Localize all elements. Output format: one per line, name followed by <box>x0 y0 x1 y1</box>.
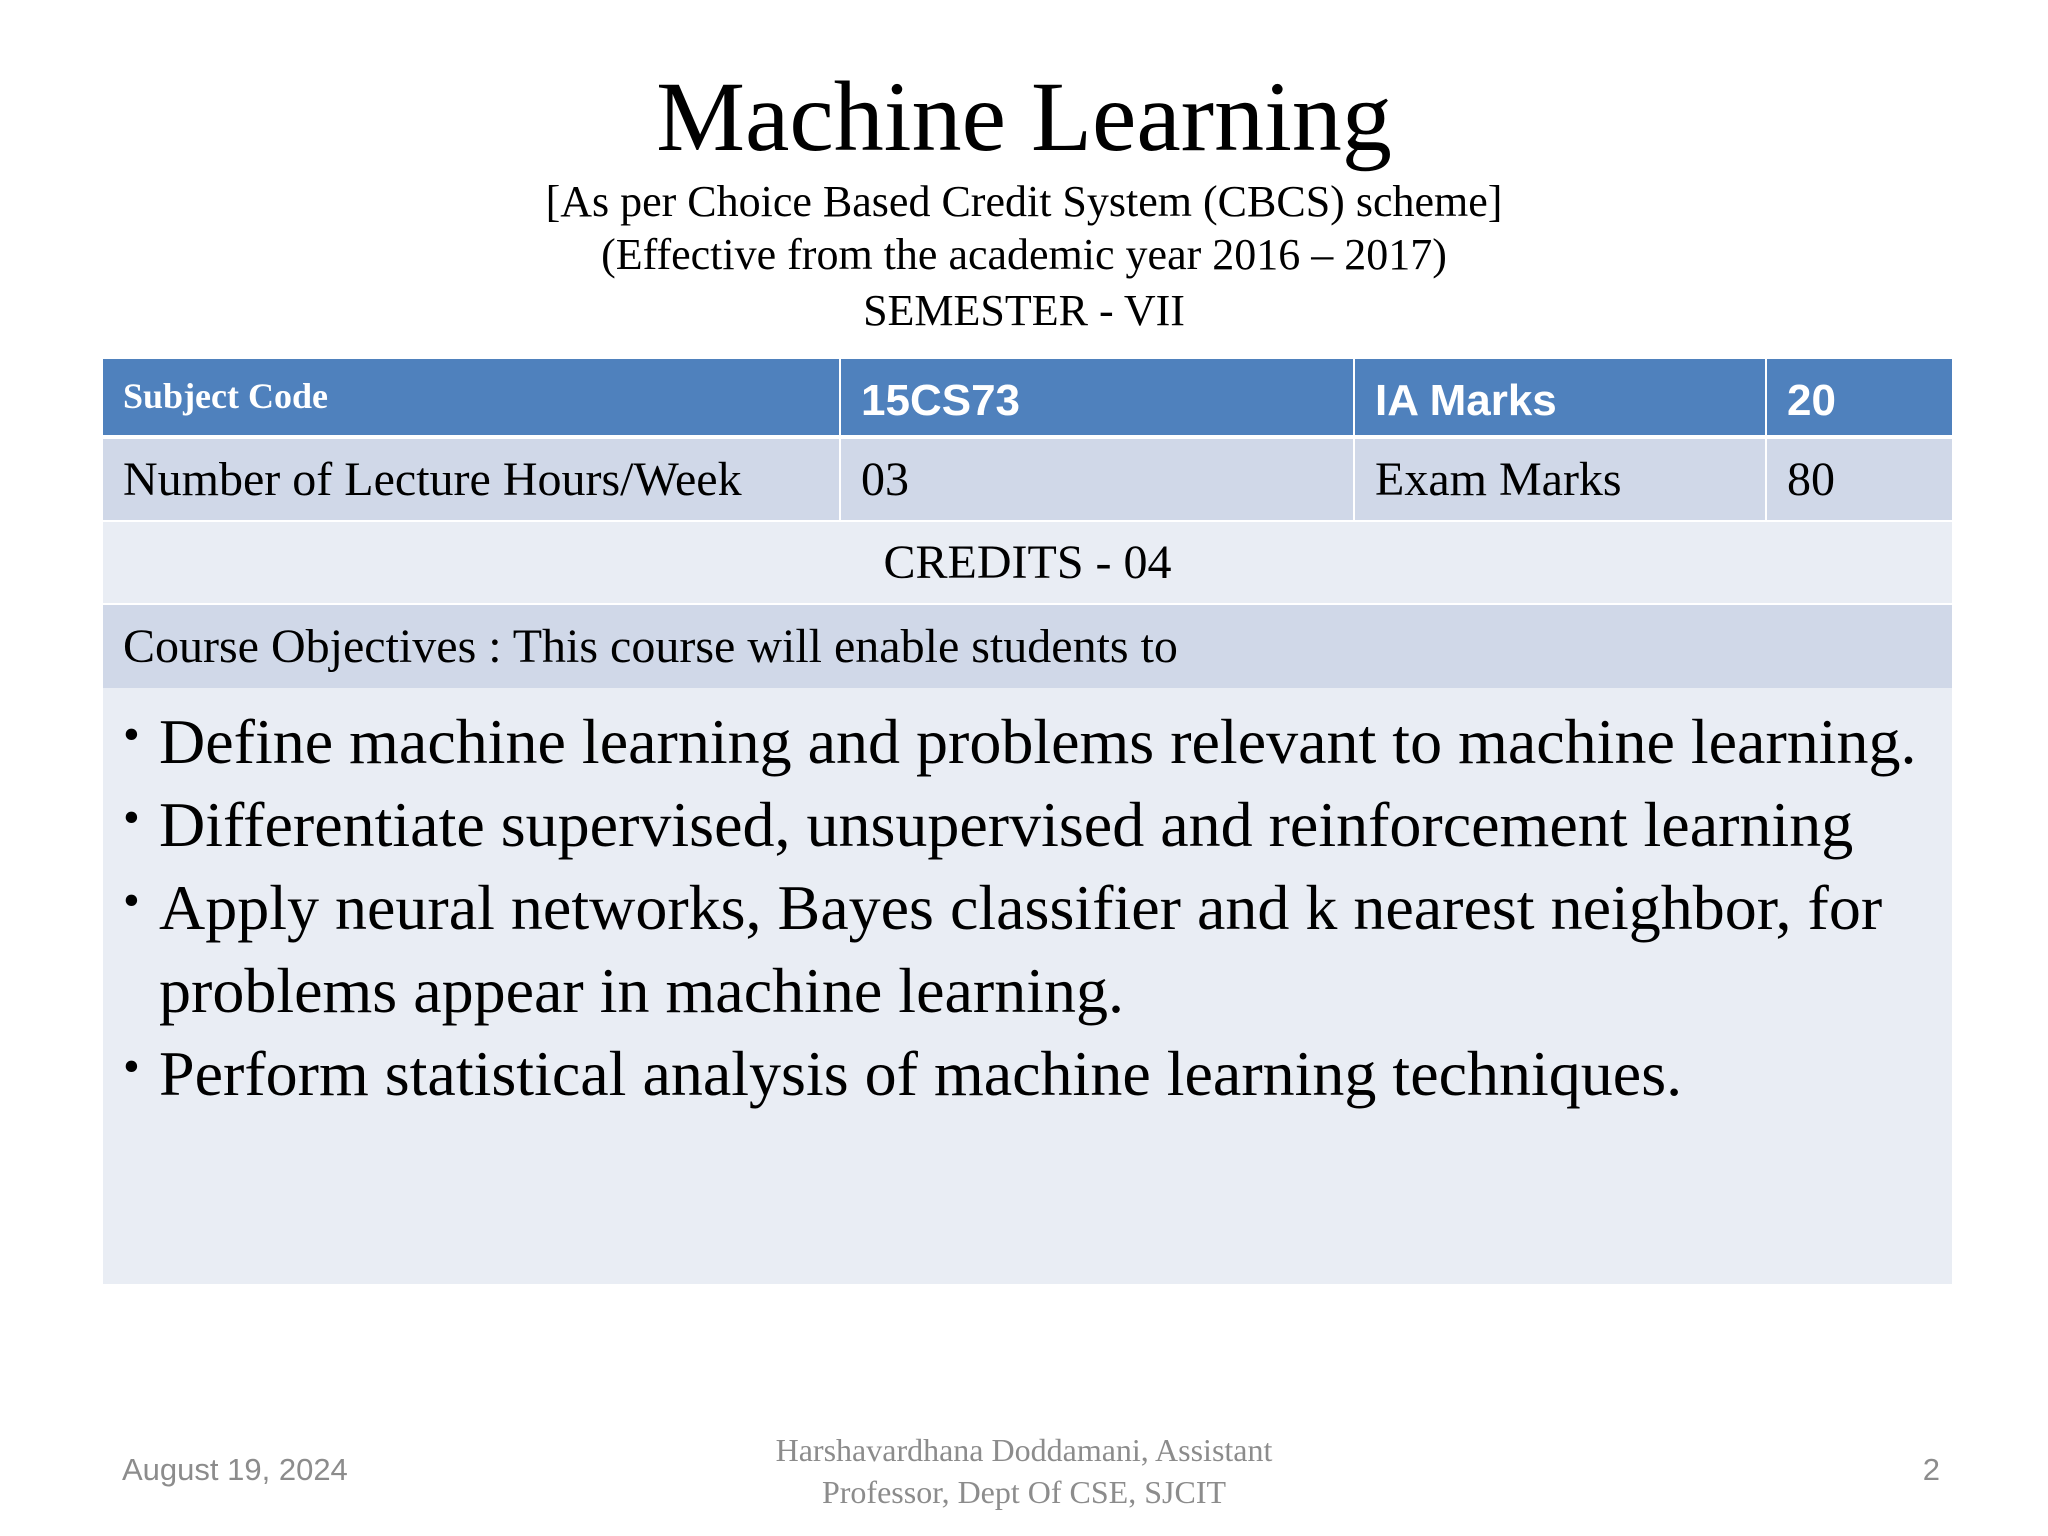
footer-author-line: Professor, Dept Of CSE, SJCIT <box>821 1474 1227 1510</box>
objectives-body <box>103 688 1952 1284</box>
bullet-icon: • <box>123 874 140 927</box>
bullet-icon: • <box>123 1040 140 1093</box>
subject-code-value: 15CS73 <box>839 359 1353 435</box>
cbcs-scheme-line: [As per Choice Based Credit System (CBCS) scheme] <box>545 177 1503 226</box>
exam-marks-label: Exam Marks <box>1353 439 1765 520</box>
table-header-row <box>103 359 1952 439</box>
list-item <box>123 700 1943 783</box>
page-number: 2 <box>1922 1452 1940 1487</box>
slide-title: Machine Learning <box>656 61 1392 172</box>
credits-text: CREDITS - 04 <box>883 536 1172 589</box>
exam-marks-value: 80 <box>1765 439 1952 520</box>
lecture-hours-label: Number of Lecture Hours/Week <box>123 453 742 506</box>
course-details-table <box>103 359 1952 1284</box>
list-item <box>123 1032 1943 1115</box>
footer-author-line: Harshavardhana Doddamani, Assistant <box>775 1432 1273 1468</box>
footer-date: August 19, 2024 <box>122 1452 348 1487</box>
subject-code-label: Subject Code <box>123 376 328 416</box>
list-item <box>123 783 1943 866</box>
semester-line: SEMESTER - VII <box>863 286 1185 335</box>
academic-year-line: (Effective from the academic year 2016 – 2017) <box>601 230 1447 279</box>
lecture-hours-row <box>103 439 1952 522</box>
objectives-list <box>123 700 1943 1115</box>
objective-text: Differentiate supervised, unsupervised and reinforcement learning <box>159 789 1854 860</box>
objectives-heading-row <box>103 605 1952 688</box>
lecture-hours-value: 03 <box>839 439 1353 520</box>
ia-marks-label: IA Marks <box>1353 359 1765 435</box>
footer-author <box>724 1429 1324 1513</box>
ia-marks-value: 20 <box>1765 359 1952 435</box>
bullet-icon: • <box>123 708 140 761</box>
objective-text: Define machine learning and problems relevant to machine learning. <box>159 706 1917 777</box>
bullet-icon: • <box>123 791 140 844</box>
objectives-heading: Course Objectives : This course will enable students to <box>123 620 1178 673</box>
list-item <box>123 866 1943 1032</box>
objective-text: Perform statistical analysis of machine learning techniques. <box>159 1038 1683 1109</box>
credits-row <box>103 522 1952 605</box>
objective-text: Apply neural networks, Bayes classifier and k nearest neighbor, for problems appear in machine learning. <box>159 872 1883 1026</box>
